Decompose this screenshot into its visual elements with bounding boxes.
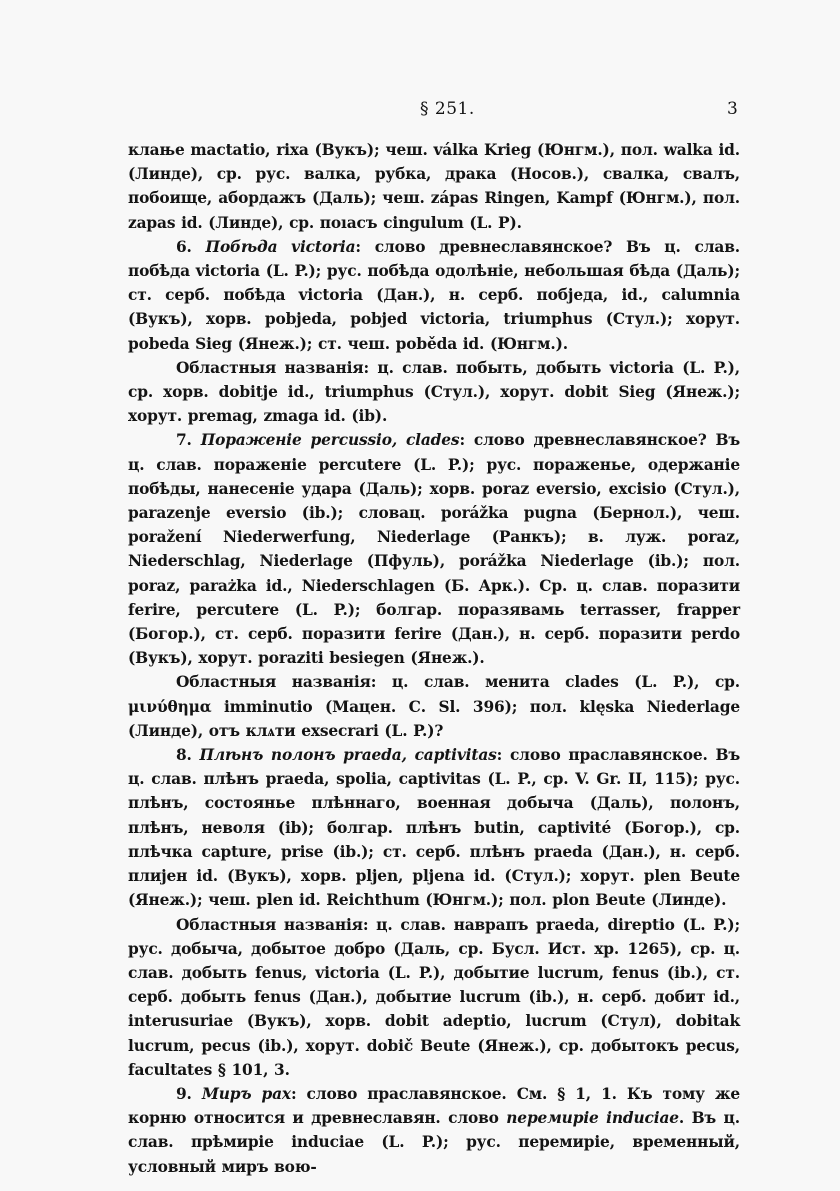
regional-names-7: Областныя названія: ц. слав. менита clades (L. P.), ср. μινύθημα imminutio (Мацен. С. Sl. 396); пол. klęska Niederlage (Линде), отъ клѧти exsecrari (L. P.)? bbox=[128, 673, 740, 740]
entry-8 bbox=[128, 743, 740, 912]
page-number: 3 bbox=[727, 99, 738, 119]
section-number: § 251. bbox=[420, 99, 475, 119]
regional-names-6: Областныя названія: ц. слав. побыть, добыть victoria (L. P.), ср. хорв. dobitje id., triumphus (Стул.), хорут. dobit Sieg (Янеж.); хорут. premag, zmaga id. (ib). bbox=[128, 358, 740, 426]
entry-body: : слово праславянское. Въ ц. слав. плѣнъ praeda, spolia, captivitas (L. P., ср. V. Gr. II, 115); рус. плѣнъ, состоянье плѣннаго, военная добыча (Даль), полонъ, плѣнъ, неволя (ib); болгар. плѣнъ butin, captivité (Богор.), ср. плѣчка capture, prise (ib.); ст. серб. плѣнъ praeda (Дан.), н. серб. плијен id. (Вукъ), хорв. pljen, pljena id. (Стул.); хорут. plen Beute (Янеж.); чеш. plen id. Reichthum (Юнгм.); пол. plon Beute (Линде). bbox=[128, 746, 740, 910]
entry-7 bbox=[128, 428, 740, 670]
entry-6 bbox=[128, 235, 740, 356]
entry-number: 9. bbox=[176, 1084, 192, 1103]
entry-title: Пораженіе percussio, clades bbox=[200, 431, 460, 450]
entry-number: 6. bbox=[176, 237, 192, 256]
entry-number: 8. bbox=[176, 746, 192, 765]
entry-9 bbox=[128, 1082, 740, 1179]
entry-title: Плѣнъ полонъ praeda, captivitas bbox=[199, 746, 497, 765]
entry-body: : слово древнеславянское? Въ ц. слав. побѣда victoria (L. P.); рус. побѣда одолѣніе, небольшая бѣда (Даль); ст. серб. побѣда victoria (Дан.), н. серб. побједа, id., calumnia (Вукъ), хорв. pobjeda, pobjed victoria, triumphus (Стул.); хорут. pobeda Sieg (Янеж.); ст. чеш. poběda id. (Юнгм.). bbox=[128, 237, 740, 353]
entry-number: 7. bbox=[176, 431, 192, 450]
body-text bbox=[128, 138, 740, 1179]
regional-names-8: Областныя названія: ц. слав. наврапъ praeda, direptio (L. P.); рус. добыча, добытое добро (Даль, ср. Бусл. Ист. хр. 1265), ср. ц. слав. добыть fenus, victoria (L. P.), добытие lucrum, fenus (ib.), ст. серб. добыть fenus (Дан.), добытие lucrum (ib.), н. серб. добит id., interusuriae (Вукъ), хорв. dobit adeptio, lucrum (Стул), dobitak lucrum, pecus (ib.), хорут. dobič Beute (Янеж.), ср. добытокъ pecus, facultates § 101, 3. bbox=[128, 915, 740, 1079]
entry-body: : слово древнеславянское? Въ ц. слав. пораженіе percutere (L. P.); рус. пораженье, одержаніе побѣды, нанесеніе удара (Даль); хорв. poraz eversio, excisio (Стул.), parazenje eversio (ib.); словац. porážka pugna (Бернол.), чеш. poražení Niederwerfung, Niederlage (Ранкъ); в. луж. poraz, Niederschlag, Niederlage (Пфуль), porážka Niederlage (ib.); пол. poraz, parażka id., Niederschlagen (Б. Арк.). Ср. ц. слав. поразити ferire, percutere (L. P.); болгар. поразявамь terrasser, frapper (Богор.), ст. серб. поразити ferire (Дан.), н. серб. поразити perdo (Вукъ), хорут. poraziti besiegen (Янеж.). bbox=[128, 431, 740, 668]
entry-term: перемиріе induciae bbox=[506, 1109, 679, 1128]
entry-title: Побѣда victoria bbox=[205, 237, 356, 256]
entry-title: Миръ pax bbox=[201, 1084, 291, 1103]
entry-body-cont: . Въ ц. слав. прѣмиріе induciae (L. P.); рус. перемиріе, временный, условный миръ вою- bbox=[128, 1109, 740, 1176]
paragraph-continuation: клање mactatio, rixa (Вукъ); чеш. válka Krieg (Юнгм.), пол. walka id. (Линде), ср. рус. валка, рубка, драка (Носов.), свалка, свалъ, побоище, абордажъ (Даль); чеш. zápas Ringen, Kampf (Юнгм.), пол. zapas id. (Линде), ср. поıасъ cingulum (L. P). bbox=[128, 141, 740, 232]
entry-body: : слово праславянское. См. § 1, 1. Къ тому же корню относится и древнеславян. слово bbox=[128, 1084, 740, 1128]
running-header bbox=[0, 99, 840, 123]
